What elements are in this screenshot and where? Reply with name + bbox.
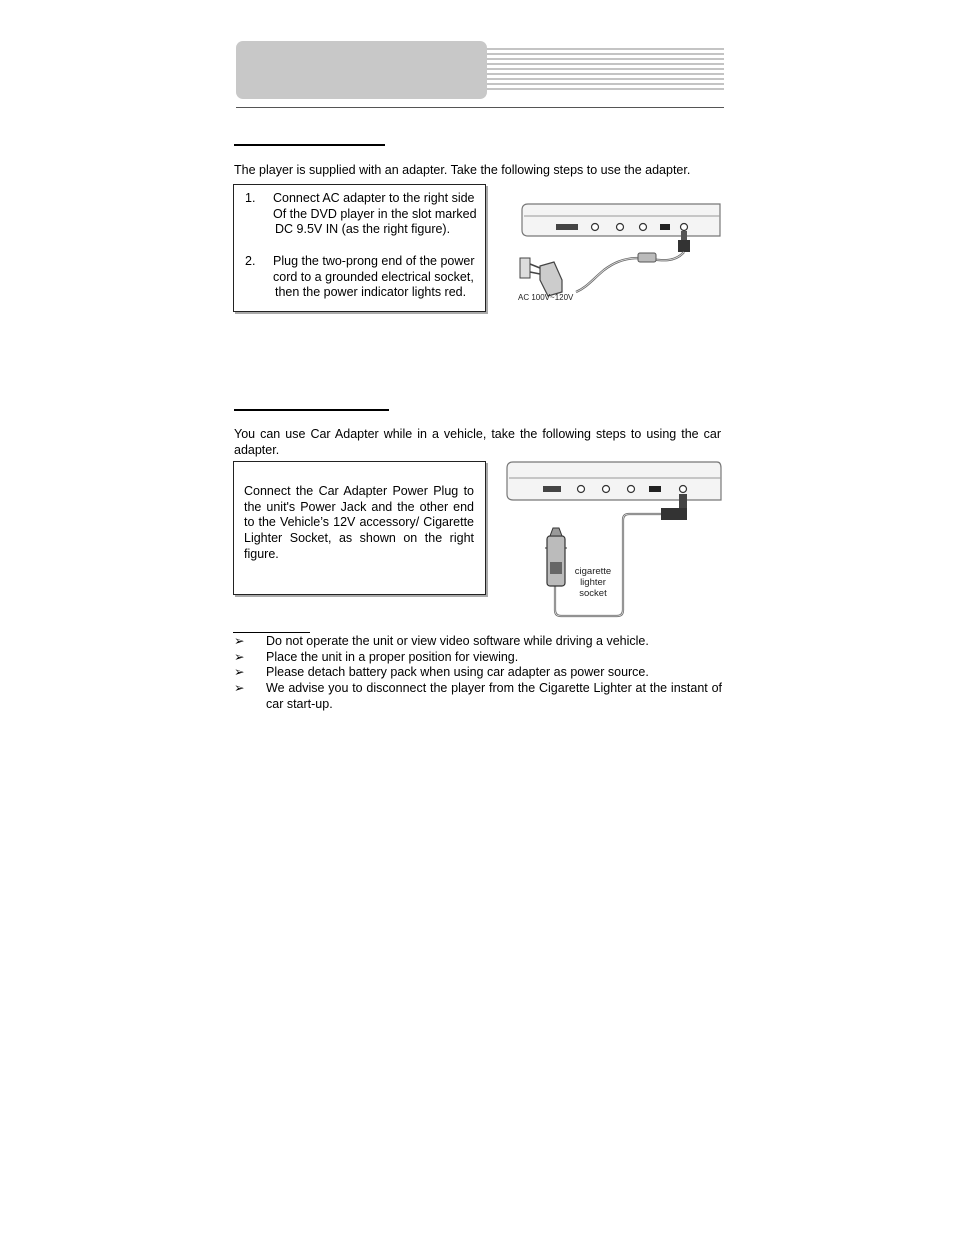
- step-number: 1.: [245, 191, 256, 205]
- section-heading-rule: [234, 409, 389, 411]
- note-text: Do not operate the unit or view video software while driving a vehicle.: [266, 634, 649, 648]
- list-item: [234, 634, 722, 650]
- step-line: DC 9.5V IN (as the right figure).: [275, 222, 451, 236]
- car-adapter-box: [233, 461, 486, 595]
- note-text: We advise you to disconnect the player from the Cigarette Lighter at the instant of car start-up.: [266, 681, 722, 711]
- notes-list: [234, 634, 722, 713]
- step-line: Connect AC adapter to the right side: [273, 191, 475, 205]
- car-adapter-instructions: Connect the Car Adapter Power Plug to the unit's Power Jack and the other end to the Vehicle’s 12V accessory/ Cigarette Lighter Socket, as shown on the right figure.: [244, 484, 474, 561]
- step-line: Of the DVD player in the slot marked: [273, 206, 477, 221]
- list-item: [234, 650, 722, 666]
- arrow-bullet-icon: ➢: [234, 634, 245, 648]
- list-item: [234, 665, 722, 681]
- step-line: cord to a grounded electrical socket,: [273, 269, 474, 284]
- header-stripes: [487, 48, 724, 92]
- header-rule: [236, 107, 724, 108]
- note-heading-rule: [233, 632, 310, 633]
- note-text: Place the unit in a proper position for viewing.: [266, 649, 519, 664]
- section-intro: The player is supplied with an adapter. Take the following steps to use the adapter.: [234, 163, 691, 177]
- header-tab: [236, 41, 487, 99]
- arrow-bullet-icon: ➢: [234, 681, 245, 696]
- car-adapter-figure: [503, 458, 722, 620]
- arrow-bullet-icon: ➢: [234, 649, 245, 664]
- step-text: [273, 191, 483, 238]
- step-line: Plug the two-prong end of the power: [273, 254, 475, 268]
- lighter-label: socket: [579, 588, 607, 599]
- lighter-label: lighter: [580, 577, 606, 588]
- note-text: Please detach battery pack when using car adapter as power source.: [266, 665, 649, 680]
- ac-adapter-figure: [512, 196, 722, 312]
- lighter-label: cigarette: [574, 566, 612, 577]
- step-line: then the power indicator lights red.: [275, 285, 467, 299]
- list-item: [234, 681, 722, 712]
- ac-voltage-label: AC 100V~120V: [518, 293, 574, 302]
- arrow-bullet-icon: ➢: [234, 665, 245, 680]
- section-intro: You can use Car Adapter while in a vehicle, take the following steps to using the car adapter.: [234, 427, 721, 457]
- section-heading-rule: [234, 144, 385, 146]
- step-text: [273, 254, 483, 301]
- steps-box: [233, 184, 486, 312]
- step-number: 2.: [245, 254, 256, 268]
